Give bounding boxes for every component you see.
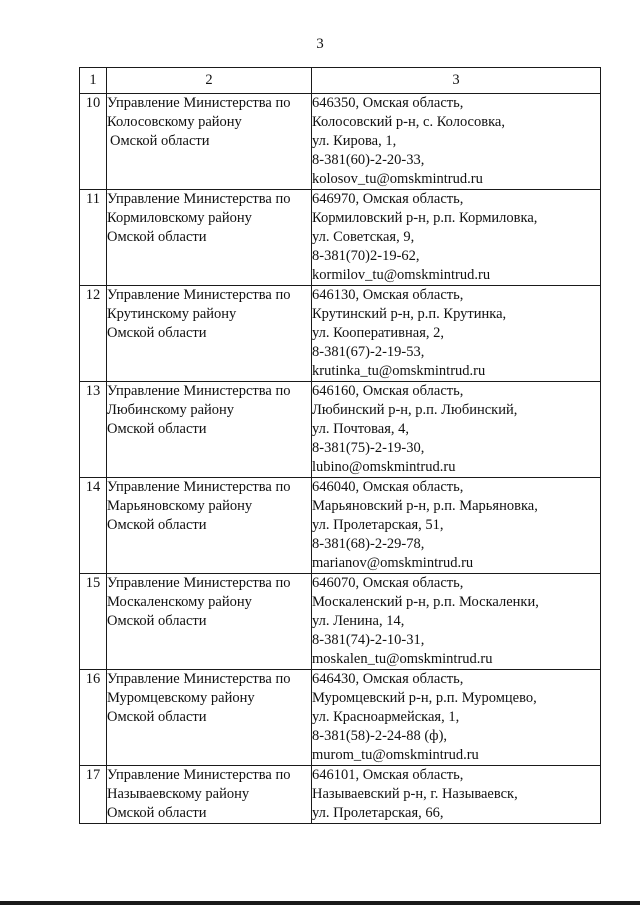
address-line: 646040, Омская область, [312,479,464,495]
column-header-name: 2 [107,68,312,94]
street-line: ул. Почтовая, 4, [312,421,410,437]
street-line: ул. Кирова, 1, [312,133,397,149]
table-row [80,574,601,670]
office-contact [312,382,601,478]
table-header-row [80,68,601,94]
office-contact [312,190,601,286]
phone-line: 8-381(68)-2-29-78, [312,536,425,552]
office-name-line: Управление Министерства по [107,671,291,687]
table-row [80,94,601,190]
office-name-line: Омской области [107,421,207,437]
office-name-line: Управление Министерства по [107,287,291,303]
office-name-line: Называевскому району [107,786,250,802]
address-line: Колосовский р-н, с. Колосовка, [312,114,505,130]
row-number: 13 [80,382,107,478]
office-name-line: Управление Министерства по [107,767,291,783]
office-name-line: Колосовскому району [107,114,242,130]
email-line: kormilov_tu@omskmintrud.ru [312,267,491,283]
office-contact [312,670,601,766]
row-number: 14 [80,478,107,574]
email-line: moskalen_tu@omskmintrud.ru [312,651,493,667]
email-line: murom_tu@omskmintrud.ru [312,747,479,763]
table-row [80,382,601,478]
address-line: 646070, Омская область, [312,575,464,591]
office-name [107,574,312,670]
office-name-line: Управление Министерства по [107,95,291,111]
office-name-line: Кормиловскому району [107,210,252,226]
email-line: marianov@omskmintrud.ru [312,555,474,571]
office-name-line: Омской области [107,229,207,245]
column-header-number: 1 [80,68,107,94]
row-number: 17 [80,766,107,824]
column-header-contact: 3 [312,68,601,94]
email-line: lubino@omskmintrud.ru [312,459,456,475]
address-line: Муромцевский р-н, р.п. Муромцево, [312,690,537,706]
address-line: Называевский р-н, г. Называевск, [312,786,518,802]
street-line: ул. Пролетарская, 51, [312,517,444,533]
street-line: ул. Пролетарская, 66, [312,805,444,821]
office-contact [312,478,601,574]
office-name [107,382,312,478]
table-row [80,478,601,574]
row-number: 10 [80,94,107,190]
office-name-line: Управление Министерства по [107,191,291,207]
row-number: 11 [80,190,107,286]
office-name-line: Омской области [107,613,207,629]
address-line: 646160, Омская область, [312,383,464,399]
phone-line: 8-381(75)-2-19-30, [312,440,425,456]
office-name [107,190,312,286]
phone-line: 8-381(60)-2-20-33, [312,152,425,168]
office-name [107,478,312,574]
table-row [80,286,601,382]
address-line: 646101, Омская область, [312,767,464,783]
phone-line: 8-381(70)2-19-62, [312,248,420,264]
table-row [80,766,601,824]
row-number: 12 [80,286,107,382]
office-contact [312,574,601,670]
address-line: 646970, Омская область, [312,191,464,207]
table-row [80,670,601,766]
office-name-line: Омской области [107,805,207,821]
phone-line: 8-381(74)-2-10-31, [312,632,425,648]
address-line: Любинский р-н, р.п. Любинский, [312,402,518,418]
address-line: Марьяновский р-н, р.п. Марьяновка, [312,498,538,514]
street-line: ул. Советская, 9, [312,229,415,245]
scan-bottom-edge [0,901,640,905]
office-name-line: Омской области [110,133,210,149]
office-name-line: Омской области [107,517,207,533]
office-name-line: Марьяновскому району [107,498,253,514]
address-line: Кормиловский р-н, р.п. Кормиловка, [312,210,538,226]
office-contact [312,94,601,190]
page-number: 3 [316,36,324,52]
office-name [107,286,312,382]
row-number: 15 [80,574,107,670]
office-name-line: Управление Министерства по [107,479,291,495]
address-line: Москаленский р-н, р.п. Москаленки, [312,594,539,610]
row-number: 16 [80,670,107,766]
office-name-line: Управление Министерства по [107,383,291,399]
office-name-line: Муромцевскому району [107,690,255,706]
office-name [107,766,312,824]
office-name-line: Москаленскому району [107,594,252,610]
street-line: ул. Красноармейская, 1, [312,709,460,725]
address-line: Крутинский р-н, р.п. Крутинка, [312,306,507,322]
office-name-line: Крутинскому району [107,306,237,322]
address-line: 646350, Омская область, [312,95,464,111]
office-name-line: Управление Министерства по [107,575,291,591]
office-name [107,670,312,766]
phone-line: 8-381(67)-2-19-53, [312,344,425,360]
phone-line: 8-381(58)-2-24-88 (ф), [312,728,448,744]
offices-table [79,67,601,824]
office-name [107,94,312,190]
email-line: kolosov_tu@omskmintrud.ru [312,171,483,187]
street-line: ул. Кооперативная, 2, [312,325,444,341]
street-line: ул. Ленина, 14, [312,613,405,629]
address-line: 646130, Омская область, [312,287,464,303]
email-line: krutinka_tu@omskmintrud.ru [312,363,486,379]
table-row [80,190,601,286]
address-line: 646430, Омская область, [312,671,464,687]
office-name-line: Омской области [107,709,207,725]
office-name-line: Омской области [107,325,207,341]
office-name-line: Любинскому району [107,402,235,418]
office-contact [312,286,601,382]
office-contact [312,766,601,824]
